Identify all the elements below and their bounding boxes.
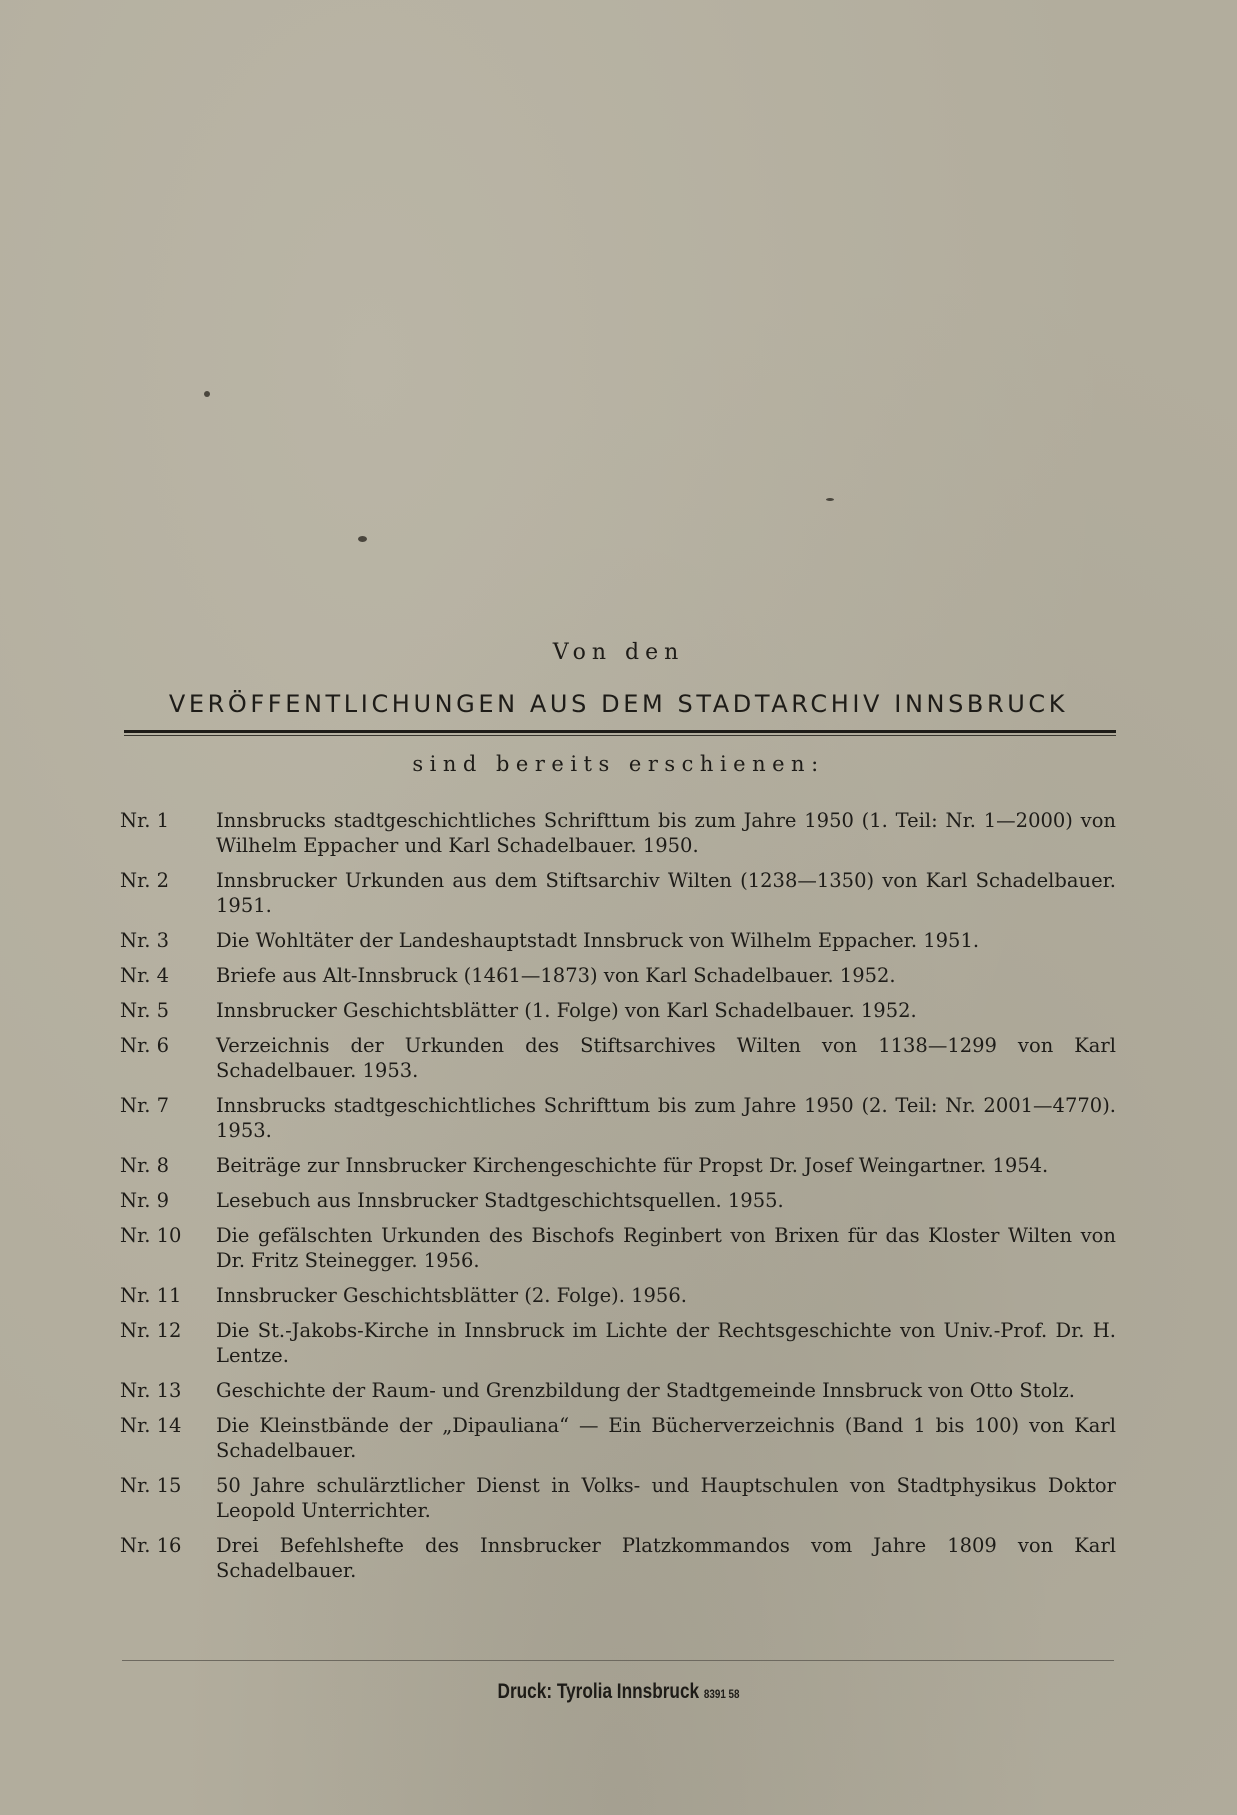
entry-text: Die Kleinstbände der „Dipauliana“ — Ein Bücherverzeichnis (Band 1 bis 100) von Karl Schadelbauer. bbox=[216, 1414, 1116, 1462]
paper-speck bbox=[204, 391, 210, 397]
list-item bbox=[120, 1223, 1116, 1273]
entry-number: Nr. 7 bbox=[120, 1094, 170, 1117]
list-item bbox=[120, 868, 1116, 918]
entry-number: Nr. 11 bbox=[120, 1284, 182, 1307]
list-item bbox=[120, 1318, 1116, 1368]
list-item bbox=[120, 928, 1116, 953]
entry-text: Die gefälschten Urkunden des Bischofs Reginbert von Brixen für das Kloster Wilten von Dr. Fritz Steinegger. 1956. bbox=[216, 1224, 1116, 1272]
list-item bbox=[120, 1283, 1116, 1308]
entry-number: Nr. 9 bbox=[120, 1189, 170, 1212]
list-item bbox=[120, 1378, 1116, 1403]
footer-rule bbox=[122, 1660, 1114, 1661]
entry-text: Innsbrucks stadtgeschichtliches Schrifttum bis zum Jahre 1950 (1. Teil: Nr. 1—2000) von Wilhelm Eppacher und Karl Schadelbauer. 1950. bbox=[216, 809, 1116, 857]
list-item bbox=[120, 1153, 1116, 1178]
entry-text: Drei Befehlshefte des Innsbrucker Platzkommandos vom Jahre 1809 von Karl Schadelbauer. bbox=[216, 1534, 1116, 1582]
publication-list bbox=[120, 808, 1116, 1593]
title-rule-thick bbox=[124, 730, 1116, 733]
printer-name: Druck: Tyrolia Innsbruck bbox=[497, 1680, 700, 1703]
entry-text: Innsbrucker Geschichtsblätter (1. Folge) von Karl Schadelbauer. 1952. bbox=[216, 999, 917, 1022]
entry-text: Lesebuch aus Innsbrucker Stadtgeschichtsquellen. 1955. bbox=[216, 1189, 784, 1212]
entry-number: Nr. 14 bbox=[120, 1414, 182, 1437]
entry-number: Nr. 2 bbox=[120, 869, 170, 892]
list-item bbox=[120, 808, 1116, 858]
list-item bbox=[120, 998, 1116, 1023]
entry-number: Nr. 10 bbox=[120, 1224, 182, 1247]
entry-text: Beiträge zur Innsbrucker Kirchengeschichte für Propst Dr. Josef Weingartner. 1954. bbox=[216, 1154, 1049, 1177]
entry-number: Nr. 6 bbox=[120, 1034, 170, 1057]
list-item bbox=[120, 1413, 1116, 1463]
entry-number: Nr. 15 bbox=[120, 1474, 182, 1497]
entry-number: Nr. 16 bbox=[120, 1534, 182, 1557]
list-item bbox=[120, 1188, 1116, 1213]
print-code: 8391 58 bbox=[703, 1687, 740, 1701]
entry-text: 50 Jahre schulärztlicher Dienst in Volks- und Hauptschulen von Stadtphysikus Doktor Leopold Unterrichter. bbox=[216, 1474, 1116, 1522]
entry-text: Innsbrucker Geschichtsblätter (2. Folge). 1956. bbox=[216, 1284, 687, 1307]
paper-speck bbox=[358, 536, 367, 542]
entry-text: Verzeichnis der Urkunden des Stiftsarchives Wilten von 1138—1299 von Karl Schadelbauer. 1953. bbox=[216, 1034, 1116, 1082]
subtitle-text: sind bereits erschienen: bbox=[412, 752, 825, 776]
entry-text: Briefe aus Alt-Innsbruck (1461—1873) von Karl Schadelbauer. 1952. bbox=[216, 964, 896, 987]
entry-number: Nr. 1 bbox=[120, 809, 170, 832]
list-item bbox=[120, 1533, 1116, 1583]
entry-number: Nr. 5 bbox=[120, 999, 170, 1022]
entry-text: Die St.-Jakobs-Kirche in Innsbruck im Lichte der Rechtsgeschichte von Univ.-Prof. Dr. H. Lentze. bbox=[216, 1319, 1116, 1367]
entry-text: Innsbrucks stadtgeschichtliches Schrifttum bis zum Jahre 1950 (2. Teil: Nr. 2001—4770). 1953. bbox=[216, 1094, 1116, 1142]
entry-number: Nr. 12 bbox=[120, 1319, 182, 1342]
entry-text: Die Wohltäter der Landeshauptstadt Innsbruck von Wilhelm Eppacher. 1951. bbox=[216, 929, 980, 952]
entry-text: Geschichte der Raum- und Grenzbildung der Stadtgemeinde Innsbruck von Otto Stolz. bbox=[216, 1379, 1075, 1402]
title-rule-thin bbox=[124, 735, 1116, 736]
list-item bbox=[120, 1033, 1116, 1083]
printer-imprint bbox=[111, 1680, 1125, 1704]
entry-text: Innsbrucker Urkunden aus dem Stiftsarchiv Wilten (1238—1350) von Karl Schadelbauer. 1951. bbox=[216, 869, 1116, 917]
entry-number: Nr. 3 bbox=[120, 929, 170, 952]
list-item bbox=[120, 1473, 1116, 1523]
entry-number: Nr. 8 bbox=[120, 1154, 170, 1177]
entry-number: Nr. 4 bbox=[120, 964, 170, 987]
list-item bbox=[120, 963, 1116, 988]
entry-number: Nr. 13 bbox=[120, 1379, 182, 1402]
list-item bbox=[120, 1093, 1116, 1143]
intro-text: Von den bbox=[552, 640, 685, 665]
series-title: VERÖFFENTLICHUNGEN AUS DEM STADTARCHIV INNSBRUCK bbox=[168, 690, 1069, 718]
paper-speck bbox=[826, 498, 834, 501]
